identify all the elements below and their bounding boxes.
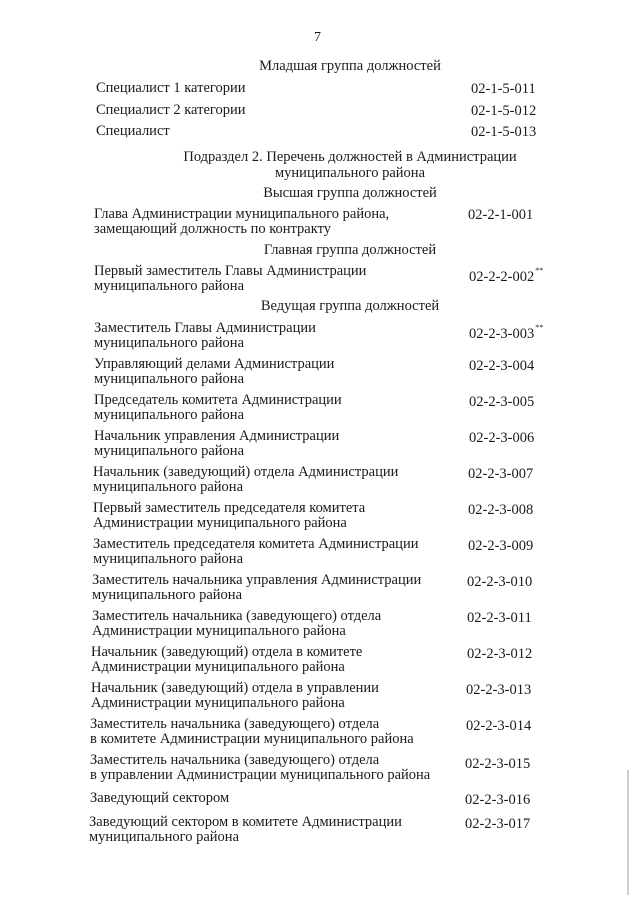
entry-title: Председатель комитета Администрации: [94, 392, 342, 408]
entry-title: Заместитель Главы Администрации: [94, 320, 316, 336]
entry-code: 02-2-3-008: [468, 502, 534, 518]
entry-title-continued: муниципального района: [93, 479, 243, 495]
entry-title: Заместитель начальника (заведующего) отдела: [92, 608, 382, 624]
entry-code: 02-2-3-006: [469, 430, 535, 446]
entry-code: 02-2-3-007: [468, 466, 534, 482]
entry-code: 02-2-3-009: [468, 538, 534, 554]
entry-title: Заведующий сектором в комитете Администрации: [89, 814, 402, 830]
entry-title: Заместитель начальника (заведующего) отдела: [90, 752, 380, 768]
entry-title: Начальник (заведующий) отдела Администрации: [93, 464, 399, 480]
footnote-mark: **: [535, 323, 544, 332]
entry-code: 02-2-3-016: [465, 792, 531, 808]
entry-code: 02-2-3-012: [467, 646, 533, 662]
entry-code: 02-1-5-011: [471, 81, 536, 97]
entry-code: 02-2-3-017: [465, 816, 531, 832]
subsection-heading: [0, 149, 635, 181]
entry-title-continued: муниципального района: [89, 829, 239, 845]
subsection-heading-line-1: Подраздел 2. Перечень должностей в Администрации: [183, 149, 517, 165]
entry-code: 02-2-2-002**: [469, 266, 544, 285]
entry-title: Заведующий сектором: [90, 790, 230, 806]
entry-title-continued: в комитете Администрации муниципального района: [90, 731, 414, 747]
entry-title-continued: муниципального района: [94, 443, 244, 459]
entry-title: Первый заместитель председателя комитета: [93, 500, 366, 516]
entry-title-continued: муниципального района: [94, 407, 244, 423]
entry-title-continued: муниципального района: [94, 371, 244, 387]
entry-title: Первый заместитель Главы Администрации: [94, 263, 367, 279]
entry-title: Специалист: [96, 123, 170, 139]
entry-title-continued: в управлении Администрации муниципального района: [90, 767, 431, 783]
entry-title-continued: замещающий должность по контракту: [94, 221, 331, 237]
entry-code: 02-2-3-005: [469, 394, 535, 410]
entry-code: 02-2-3-015: [465, 756, 531, 772]
entry-code: 02-1-5-012: [471, 103, 537, 119]
entry-title: Заместитель начальника управления Администрации: [92, 572, 422, 588]
entry-title: Заместитель председателя комитета Администрации: [93, 536, 419, 552]
entry-code: 02-2-3-004: [469, 358, 535, 374]
section-heading-leading: Ведущая группа должностей: [260, 298, 440, 314]
entry-code: 02-2-3-003**: [469, 323, 544, 342]
entry-code: 02-2-3-014: [466, 718, 532, 734]
entry-title: Специалист 1 категории: [96, 80, 246, 96]
entry-title: Начальник (заведующий) отдела в управлении: [91, 680, 379, 696]
entry-title-continued: муниципального района: [94, 278, 244, 294]
entry-code: 02-2-3-010: [467, 574, 533, 590]
entry-title-continued: муниципального района: [93, 551, 243, 567]
entry-title: Управляющий делами Администрации: [94, 356, 335, 372]
section-heading-main: Главная группа должностей: [263, 242, 437, 258]
entry-code: 02-2-3-013: [466, 682, 532, 698]
section-heading-highest: Высшая группа должностей: [263, 185, 437, 201]
entry-title: Начальник управления Администрации: [94, 428, 340, 444]
entry-code: 02-2-3-011: [467, 610, 532, 626]
scan-edge-shadow: [627, 770, 629, 895]
entry-title-continued: муниципального района: [92, 587, 242, 603]
entry-title: Специалист 2 категории: [96, 102, 246, 118]
entry-title: Начальник (заведующий) отдела в комитете: [91, 644, 363, 660]
entry-code: 02-2-1-001: [468, 207, 534, 223]
entry-title-continued: Администрации муниципального района: [91, 659, 345, 675]
entry-code: 02-1-5-013: [471, 124, 537, 140]
entry-title: Заместитель начальника (заведующего) отдела: [90, 716, 380, 732]
page-number: 7: [314, 30, 321, 45]
entry-title-continued: Администрации муниципального района: [93, 515, 347, 531]
entry-title-continued: Администрации муниципального района: [91, 695, 345, 711]
footnote-mark: **: [535, 266, 544, 275]
entry-title-continued: Администрации муниципального района: [92, 623, 346, 639]
section-heading-junior: Младшая группа должностей: [259, 58, 441, 74]
entry-title: Глава Администрации муниципального района,: [94, 206, 390, 222]
entry-title-continued: муниципального района: [94, 335, 244, 351]
subsection-heading-line-2: муниципального района: [275, 165, 425, 181]
